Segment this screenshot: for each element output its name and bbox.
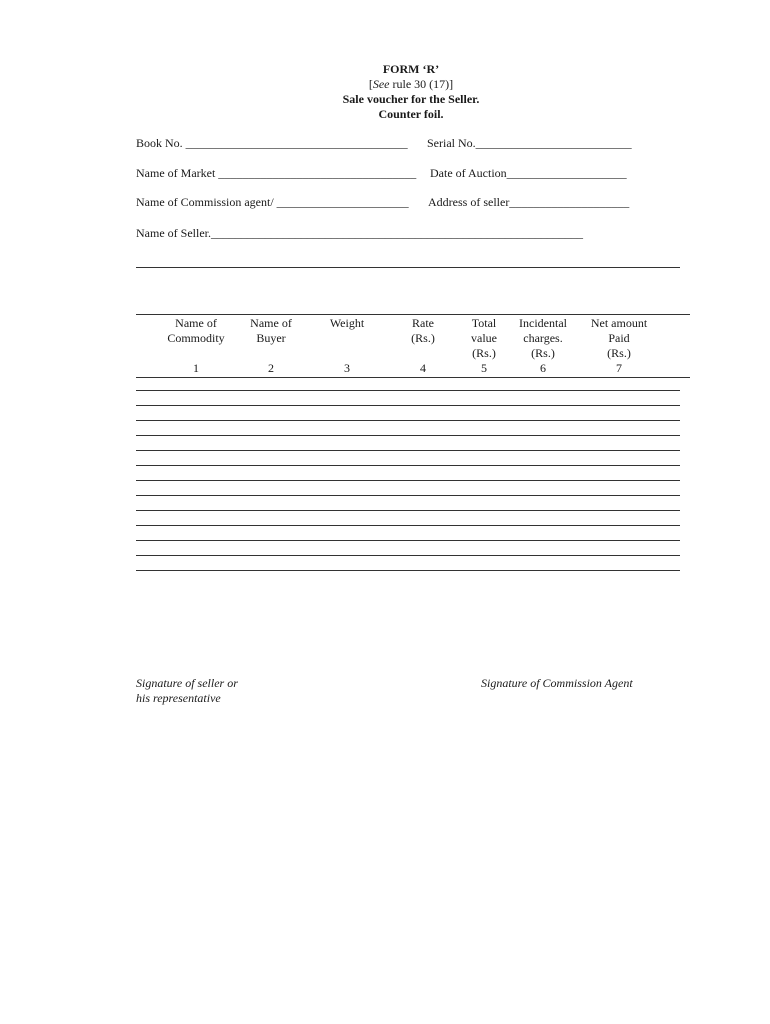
column-number: 6 <box>540 361 546 375</box>
column-header-label: Name of Commodity <box>167 316 225 345</box>
column-number: 2 <box>268 361 274 375</box>
rule-reference <box>0 77 770 92</box>
separator-line <box>136 267 680 268</box>
column-header-label: Total value (Rs.) <box>471 316 497 360</box>
table-row[interactable] <box>136 495 680 496</box>
column-header-label: Rate (Rs.) <box>411 316 435 345</box>
address-of-seller-field[interactable]: Address of seller____________________ <box>428 195 630 209</box>
seller-signature-label <box>136 676 238 706</box>
table-row[interactable] <box>136 555 680 556</box>
name-of-market-field[interactable]: Name of Market _________________________________ <box>136 166 417 180</box>
column-header-7 <box>574 316 664 361</box>
date-of-auction-field[interactable]: Date of Auction____________________ <box>430 166 627 180</box>
form-subtitle-counter-foil: Counter foil. <box>378 107 444 121</box>
column-number: 5 <box>481 361 487 375</box>
column-number: 1 <box>193 361 199 375</box>
table-row[interactable] <box>136 480 680 481</box>
rule-prefix: [ <box>368 77 373 91</box>
form-title: FORM ‘R’ <box>382 62 440 76</box>
table-row[interactable] <box>136 450 680 451</box>
book-no-field[interactable]: Book No. _____________________________________ <box>136 136 408 150</box>
column-header-label: Name of Buyer <box>250 316 292 345</box>
column-header-label: Incidental charges. (Rs.) <box>519 316 567 360</box>
table-header-bottom-border <box>136 377 690 378</box>
table-top-border <box>136 314 690 315</box>
column-header-label: Net amount Paid (Rs.) <box>590 316 648 360</box>
rule-see: See <box>372 77 390 91</box>
rule-text: rule 30 (17)] <box>389 77 454 91</box>
column-number: 7 <box>616 361 622 375</box>
name-of-seller-field[interactable]: Name of Seller.______________________________________________________________ <box>136 226 583 240</box>
column-number: 3 <box>344 361 350 375</box>
serial-no-field[interactable]: Serial No.__________________________ <box>427 136 632 150</box>
seller-signature-line2: his representative <box>136 691 221 705</box>
table-row[interactable] <box>136 540 680 541</box>
table-row[interactable] <box>136 465 680 466</box>
table-row[interactable] <box>136 420 680 421</box>
table-row[interactable] <box>136 570 680 571</box>
table-row[interactable] <box>136 435 680 436</box>
seller-signature-line1: Signature of seller or <box>136 676 238 690</box>
table-row[interactable] <box>136 390 680 391</box>
table-row[interactable] <box>136 510 680 511</box>
form-subtitle: Sale voucher for the Seller. <box>342 92 480 106</box>
column-header-label: Weight <box>329 316 365 330</box>
table-row[interactable] <box>136 525 680 526</box>
commission-agent-field[interactable]: Name of Commission agent/ ______________________ <box>136 195 409 209</box>
agent-signature-label: Signature of Commission Agent <box>481 676 633 690</box>
table-row[interactable] <box>136 405 680 406</box>
column-number: 4 <box>420 361 426 375</box>
